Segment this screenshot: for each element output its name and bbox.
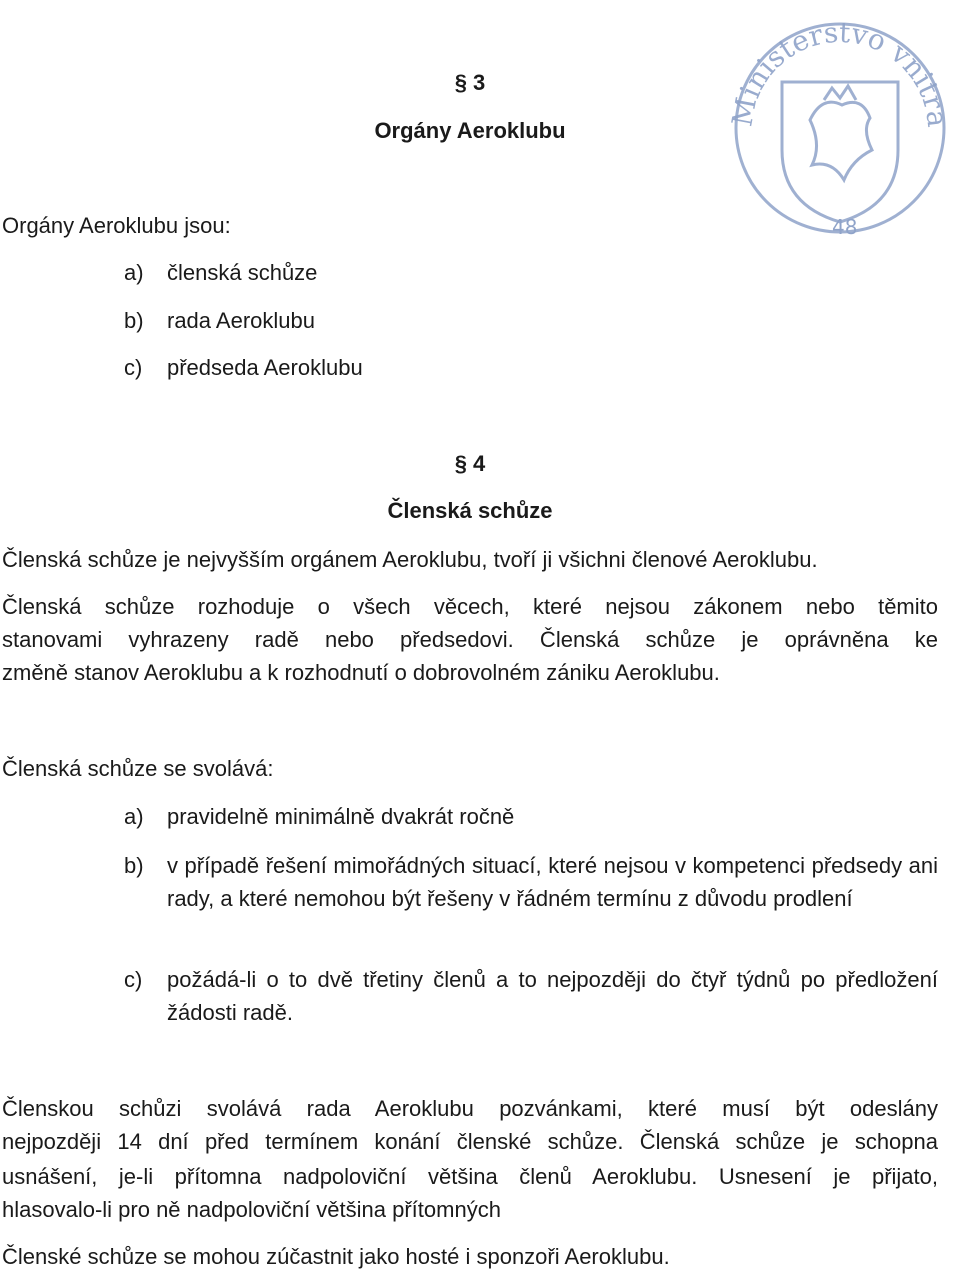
paragraph-line: stanovami vyhrazeny radě nebo předsedovi. Členská schůze je oprávněna ke	[2, 627, 938, 652]
paragraph-line: změně stanov Aeroklubu a k rozhodnutí o dobrovolném zániku Aeroklubu.	[2, 660, 720, 685]
section-4-number: § 4	[454, 451, 486, 476]
paragraph-line: Členskou schůzi svolává rada Aeroklubu pozvánkami, které musí být odeslány	[2, 1096, 938, 1121]
list-item-text: v případě řešení mimořádných situací, které nejsou v kompetenci předsedy ani rady, a které nemohou být řešeny v řádném termínu z důvodu prodlení	[167, 853, 938, 911]
paragraph-line: usnášení, je-li přítomna nadpoloviční většina členů Aeroklubu. Usnesení je přijato,	[2, 1164, 938, 1189]
paragraph-line: Členská schůze rozhoduje o všech věcech, které nejsou zákonem nebo těmito	[2, 594, 938, 619]
list-item-text: požádá-li o to dvě třetiny členů a to nejpozději do čtyř týdnů po předložení žádosti radě.	[167, 967, 938, 1025]
list-item-label: a)	[124, 804, 144, 829]
list-item-label: c)	[124, 355, 143, 380]
paragraph: Členské schůze se mohou zúčastnit jako hosté i sponzoři Aeroklubu.	[2, 1244, 670, 1269]
section-3-number: § 3	[454, 70, 486, 95]
list-item-text: pravidelně minimálně dvakrát ročně	[167, 804, 515, 829]
section-4-title: Členská schůze	[387, 498, 553, 523]
convene-intro: Členská schůze se svolává:	[2, 756, 274, 781]
list-item-text: rada Aeroklubu	[167, 308, 315, 333]
list-item-text: členská schůze	[167, 260, 318, 285]
stamp-number: 48	[832, 215, 858, 239]
list-item-label: c)	[124, 967, 143, 992]
list-item-label: b)	[124, 308, 144, 333]
paragraph-line: nejpozději 14 dní před termínem konání členské schůze. Členská schůze je schopna	[2, 1129, 938, 1154]
paragraph: Členská schůze je nejvyšším orgánem Aeroklubu, tvoří ji všichni členové Aeroklubu.	[2, 547, 818, 572]
list-item-label: b)	[124, 853, 144, 878]
section-3-title: Orgány Aeroklubu	[374, 118, 566, 143]
stamp-text: Ministerstvo vnitra	[725, 15, 955, 129]
section-3-intro: Orgány Aeroklubu jsou:	[2, 213, 231, 238]
list-item-text: předseda Aeroklubu	[167, 355, 363, 380]
list-item-label: a)	[124, 260, 144, 285]
paragraph-line: hlasovalo-li pro ně nadpoloviční většina přítomných	[2, 1197, 501, 1222]
